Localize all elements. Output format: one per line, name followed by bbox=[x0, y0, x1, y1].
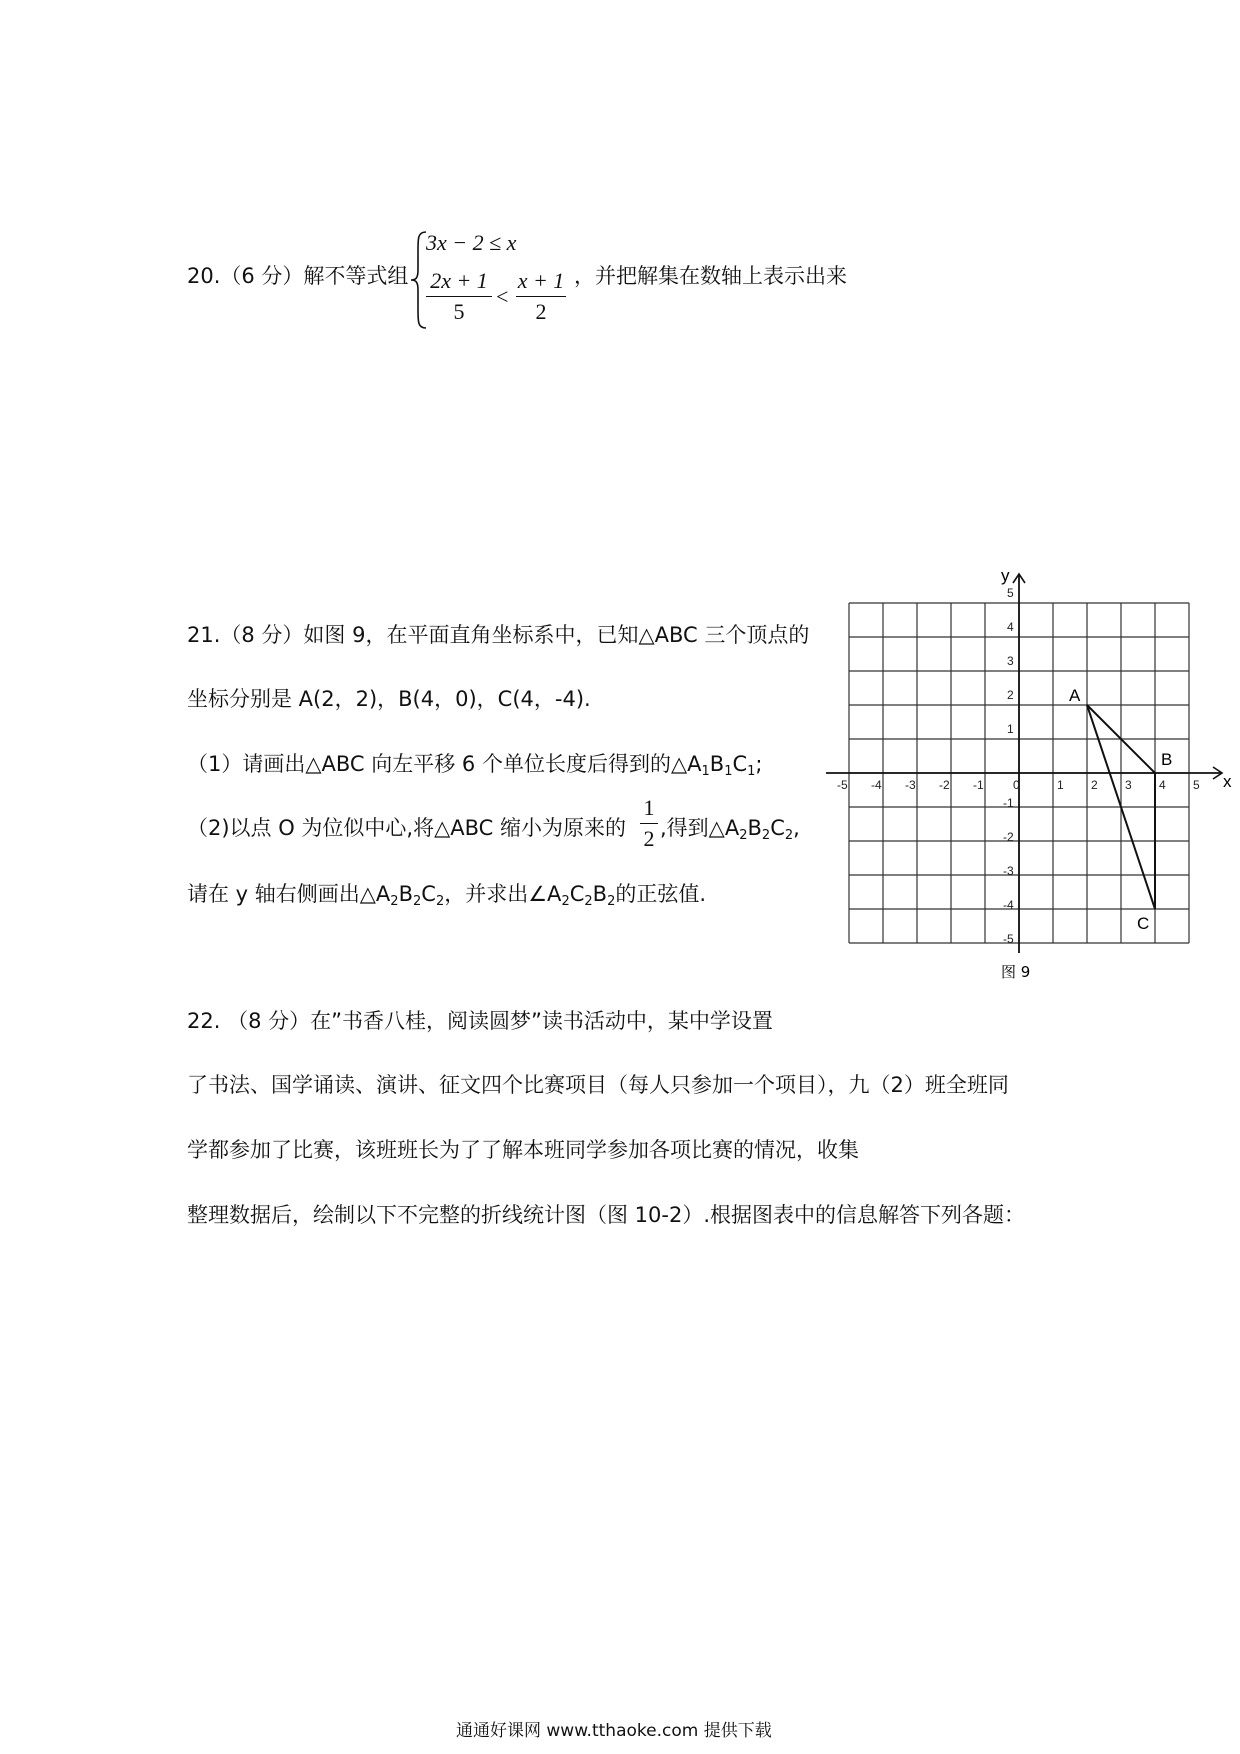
q20-lt: < bbox=[496, 284, 509, 309]
q22-line4: 整理数据后，绘制以下不完整的折线统计图（图 10-2）.根据图表中的信息解答下列各题： bbox=[187, 1203, 1026, 1227]
q21-line5: 请在 y 轴右侧画出$\triangle A_2B_2C_2$，并求出$\angle A_2C_2B_2$的正弦值. bbox=[187, 882, 707, 909]
q21-line3: （1）请画出△ABC 向左平移 6 个单位长度后得到的$\triangle A_1B_1C_1$; bbox=[187, 752, 763, 779]
y-tick-label: 3 bbox=[1007, 654, 1014, 668]
q20-line1: 3x − 2 ≤ x bbox=[426, 230, 517, 255]
y-axis-label: y bbox=[1001, 568, 1010, 585]
q21-half-den: 2 bbox=[643, 826, 655, 851]
q21-line4-b: ,得到$\triangle A_2B_2C_2$, bbox=[660, 816, 800, 843]
y-tick-label: 1 bbox=[1007, 722, 1014, 736]
q20-f1-num: 2x + 1 bbox=[430, 268, 488, 293]
q22-line3: 学都参加了比赛，该班班长为了了解本班同学参加各项比赛的情况，收集 bbox=[187, 1138, 859, 1162]
q20-suffix: ，并把解集在数轴上表示出来 bbox=[574, 264, 847, 288]
q21-half-num: 1 bbox=[643, 795, 655, 820]
y-tick-label: -1 bbox=[1003, 796, 1014, 810]
q21-line4-a: （2)以点 O 为位似中心,将△ABC 缩小为原来的 bbox=[187, 816, 626, 840]
page-footer: 通通好课网 www.tthaoke.com 提供下载 bbox=[456, 1721, 772, 1741]
x-tick-label: -3 bbox=[905, 778, 916, 792]
point-label-b: B bbox=[1161, 750, 1173, 769]
x-tick-label: -4 bbox=[871, 778, 882, 792]
x-tick-label: -2 bbox=[939, 778, 950, 792]
figure-caption: 图 9 bbox=[1001, 963, 1031, 981]
q22-line1: 22. （8 分）在”书香八桂，阅读圆梦”读书活动中，某中学设置 bbox=[187, 1009, 773, 1033]
x-tick-label: -5 bbox=[837, 778, 848, 792]
y-tick-label: 4 bbox=[1007, 620, 1014, 634]
point-label-c: C bbox=[1137, 914, 1150, 933]
y-tick-label: -4 bbox=[1003, 898, 1014, 912]
y-tick-label: 5 bbox=[1007, 586, 1014, 600]
y-tick-label: -5 bbox=[1003, 932, 1014, 946]
x-tick-label: 2 bbox=[1091, 778, 1098, 792]
q22-line2: 了书法、国学诵读、演讲、征文四个比赛项目（每人只参加一个项目），九（2）班全班同 bbox=[187, 1073, 1009, 1097]
figure-9-coordinate-grid bbox=[826, 568, 1236, 988]
q20-f2-den: 2 bbox=[535, 299, 547, 324]
point-label-a: A bbox=[1069, 686, 1081, 705]
x-axis-label: x bbox=[1223, 772, 1232, 791]
x-tick-label: 4 bbox=[1159, 778, 1166, 792]
y-tick-label: 2 bbox=[1007, 688, 1014, 702]
y-tick-label: -2 bbox=[1003, 830, 1014, 844]
x-tick-label: 1 bbox=[1057, 778, 1064, 792]
x-tick-label: 0 bbox=[1013, 778, 1020, 792]
q21-line1: 21.（8 分）如图 9，在平面直角坐标系中，已知△ABC 三个顶点的 bbox=[187, 623, 810, 647]
q20-prefix: 20.（6 分）解不等式组 bbox=[187, 264, 409, 288]
q20-fraction-2 bbox=[516, 268, 566, 325]
y-tick-label: -3 bbox=[1003, 864, 1014, 878]
q20-fraction-1 bbox=[426, 268, 492, 325]
q21-line2: 坐标分别是 A(2，2)，B(4，0)，C(4，-4). bbox=[187, 687, 591, 711]
x-tick-label: -1 bbox=[973, 778, 984, 792]
q20-f1-den: 5 bbox=[453, 299, 465, 324]
q21-half-fraction bbox=[640, 795, 658, 852]
x-tick-label: 5 bbox=[1193, 778, 1200, 792]
q20-f2-num: x + 1 bbox=[517, 268, 565, 293]
x-tick-label: 3 bbox=[1125, 778, 1132, 792]
